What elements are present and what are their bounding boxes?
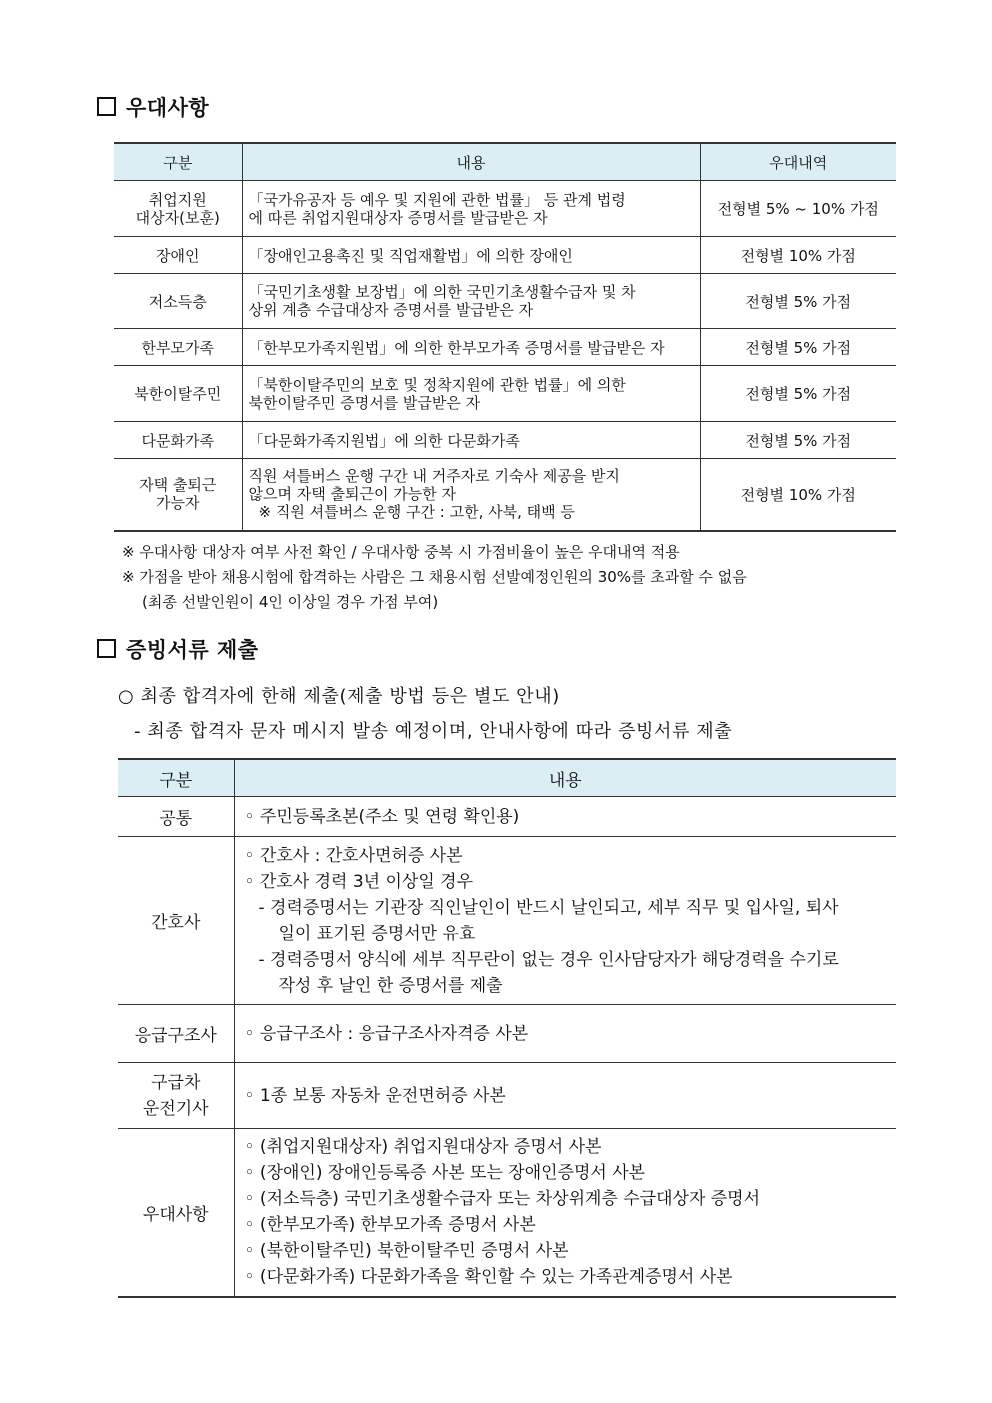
header-category: 구분 bbox=[118, 759, 234, 797]
note-line: ※ 가점을 받아 채용시험에 합격하는 사람은 그 채용시험 선발예정인원의 30%를 초과할 수 없음 bbox=[122, 568, 747, 586]
section-heading-preferences bbox=[97, 92, 209, 122]
row-category: 다문화가족 bbox=[114, 422, 242, 459]
row-content: ◦ 간호사 : 간호사면허증 사본 ◦ 간호사 경력 3년 이상일 경우 - 경력증명서는 기관장 직인날인이 반드시 날인되고, 세부 직무 및 입사일, 퇴사 일이 표기된 증명서만 유효 - 경력증명서 양식에 세부 직무란이 없는 경우 인사담당자가 해당경력을 수기로 작성 후 날인 한 증명서를 제출 bbox=[234, 837, 896, 1005]
section-heading-documents bbox=[97, 634, 259, 664]
paragraph-line: - 최종 합격자 문자 메시지 발송 예정이며, 안내사항에 따라 증빙서류 제출 bbox=[134, 721, 733, 742]
row-content: ◦ 1종 보통 자동차 운전면허증 사본 bbox=[234, 1063, 896, 1129]
row-category: 구급차 운전기사 bbox=[118, 1063, 234, 1129]
row-content: 「국민기초생활 보장법」에 의한 국민기초생활수급자 및 차 상위 계층 수급대상자 증명서를 발급받은 자 bbox=[242, 274, 700, 329]
table-row bbox=[118, 797, 896, 837]
square-bullet-icon bbox=[97, 639, 116, 658]
paragraph-line: ○ 최종 합격자에 한해 제출(제출 방법 등은 별도 안내) bbox=[118, 686, 560, 707]
row-benefit: 전형별 5% 가점 bbox=[700, 366, 896, 422]
table-row bbox=[118, 1063, 896, 1129]
header-content: 내용 bbox=[234, 759, 896, 797]
row-category: 장애인 bbox=[114, 237, 242, 274]
table-row bbox=[114, 459, 896, 531]
table-row bbox=[118, 837, 896, 1005]
section-title: 증빙서류 제출 bbox=[126, 638, 259, 662]
table-row bbox=[114, 329, 896, 366]
note-line: (최종 선발인원이 4인 이상일 경우 가점 부여) bbox=[142, 593, 439, 611]
table-row bbox=[114, 274, 896, 329]
row-benefit: 전형별 5% 가점 bbox=[700, 329, 896, 366]
preferences-notes bbox=[122, 540, 747, 615]
header-category: 구분 bbox=[114, 143, 242, 181]
row-category: 우대사항 bbox=[118, 1129, 234, 1297]
preferences-table bbox=[114, 142, 896, 532]
square-bullet-icon bbox=[97, 97, 116, 116]
row-category: 한부모가족 bbox=[114, 329, 242, 366]
row-category: 취업지원 대상자(보훈) bbox=[114, 181, 242, 237]
row-content: ◦ (취업지원대상자) 취업지원대상자 증명서 사본 ◦ (장애인) 장애인등록증 사본 또는 장애인증명서 사본 ◦ (저소득층) 국민기초생활수급자 또는 차상위계층 수급대상자 증명서 ◦ (한부모가족) 한부모가족 증명서 사본 ◦ (북한이탈주민) 북한이탈주민 증명서 사본 ◦ (다문화가족) 다문화가족을 확인할 수 있는 가족관계증명서 사본 bbox=[234, 1129, 896, 1297]
row-content: 「북한이탈주민의 보호 및 정착지원에 관한 법률」에 의한 북한이탈주민 증명서를 발급받은 자 bbox=[242, 366, 700, 422]
table-row bbox=[118, 1129, 896, 1297]
section-title: 우대사항 bbox=[126, 96, 210, 120]
header-benefit: 우대내역 bbox=[700, 143, 896, 181]
row-content: ◦ 주민등록초본(주소 및 연령 확인용) bbox=[234, 797, 896, 837]
table-row bbox=[114, 366, 896, 422]
row-category: 저소득층 bbox=[114, 274, 242, 329]
row-category: 자택 출퇴근 가능자 bbox=[114, 459, 242, 531]
row-benefit: 전형별 5% 가점 bbox=[700, 274, 896, 329]
row-content: 「다문화가족지원법」에 의한 다문화가족 bbox=[242, 422, 700, 459]
table-header-row bbox=[118, 759, 896, 797]
table-row bbox=[114, 181, 896, 237]
row-content: 직원 셔틀버스 운행 구간 내 거주자로 기숙사 제공을 받지 않으며 자택 출퇴근이 가능한 자 ※ 직원 셔틀버스 운행 구간 : 고한, 사북, 태백 등 bbox=[242, 459, 700, 531]
row-category: 응급구조사 bbox=[118, 1005, 234, 1063]
row-content: 「한부모가족지원법」에 의한 한부모가족 증명서를 발급받은 자 bbox=[242, 329, 700, 366]
table-row bbox=[118, 1005, 896, 1063]
table-row bbox=[114, 422, 896, 459]
row-category: 북한이탈주민 bbox=[114, 366, 242, 422]
row-benefit: 전형별 5% ~ 10% 가점 bbox=[700, 181, 896, 237]
row-benefit: 전형별 10% 가점 bbox=[700, 237, 896, 274]
row-benefit: 전형별 5% 가점 bbox=[700, 422, 896, 459]
row-benefit: 전형별 10% 가점 bbox=[700, 459, 896, 531]
row-category: 공통 bbox=[118, 797, 234, 837]
row-content: 「국가유공자 등 예우 및 지원에 관한 법률」 등 관계 법령 에 따른 취업지원대상자 증명서를 발급받은 자 bbox=[242, 181, 700, 237]
row-content: ◦ 응급구조사 : 응급구조사자격증 사본 bbox=[234, 1005, 896, 1063]
header-content: 내용 bbox=[242, 143, 700, 181]
documents-table bbox=[118, 758, 896, 1298]
row-content: 「장애인고용촉진 및 직업재활법」에 의한 장애인 bbox=[242, 237, 700, 274]
table-row bbox=[114, 237, 896, 274]
table-header-row bbox=[114, 143, 896, 181]
note-line: ※ 우대사항 대상자 여부 사전 확인 / 우대사항 중복 시 가점비율이 높은 우대내역 적용 bbox=[122, 543, 680, 561]
row-category: 간호사 bbox=[118, 837, 234, 1005]
